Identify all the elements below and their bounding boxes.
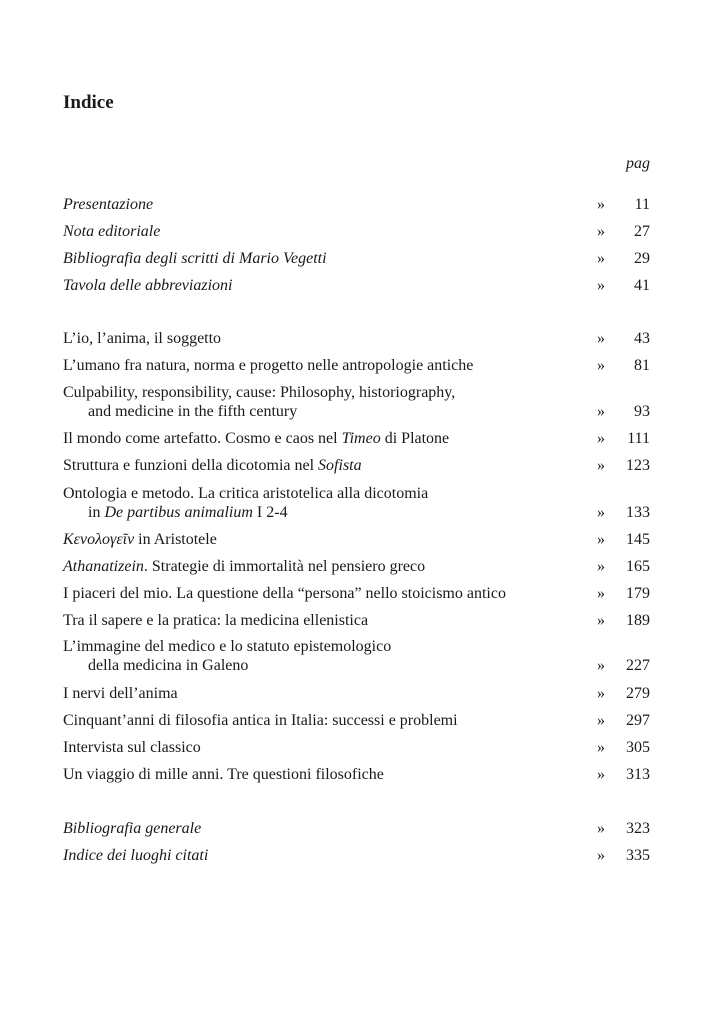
toc-marker: » [597,223,605,240]
toc-marker: » [597,657,605,674]
toc-page-number: 189 [626,612,650,629]
toc-entry-title: L’umano fra natura, norma e progetto nelle antropologie antiche [63,357,474,374]
toc-marker: » [597,403,605,420]
title-italic-part: Timeo [341,430,381,447]
toc-page-number: 29 [634,250,650,267]
toc-page-number: 11 [634,196,650,213]
toc-entry-title: Intervista sul classico [63,739,201,756]
toc-page-number: 133 [626,504,650,521]
toc-marker: » [597,847,605,864]
toc-entry-title: Indice dei luoghi citati [63,847,209,864]
title-italic-part: De partibus animalium [104,504,253,521]
toc-marker: » [597,277,605,294]
toc-marker: » [597,820,605,837]
toc-entry-title: L’io, l’anima, il soggetto [63,330,222,347]
toc-page-number: 81 [634,357,650,374]
toc-entry [63,530,653,549]
toc-entry-title [63,429,653,448]
title-greek-part: Κενολογεῖν [63,531,135,548]
toc-entry [63,383,653,421]
toc-entry-title: Un viaggio di mille anni. Tre questioni filosofiche [63,766,384,783]
toc-entry-title: Bibliografia degli scritti di Mario Vegetti [63,250,327,267]
toc-marker: » [597,558,605,575]
toc-page-number: 335 [626,847,650,864]
toc-marker: » [597,504,605,521]
title-part: in Aristotele [134,531,217,548]
toc-entry [63,684,653,703]
title-part: di Platone [380,430,450,447]
toc-entry-title-line1: Culpability, responsibility, cause: Philosophy, historiography, [63,384,456,401]
toc-entry [63,429,653,448]
title-part: I 2-4 [252,504,288,521]
toc-entry [63,356,653,375]
title-part: Struttura e funzioni della dicotomia nel [63,457,319,474]
toc-entry [63,711,653,730]
toc-entry [63,846,653,865]
toc-entry-title-line2 [63,503,653,522]
toc-entry-title [63,456,653,475]
toc-entry-title: Bibliografia generale [63,820,202,837]
toc-page-number: 323 [626,820,650,837]
toc-entry-title: Tra il sapere e la pratica: la medicina ellenistica [63,612,369,629]
toc-page-number: 145 [626,531,650,548]
toc-entry-title-line1: L’immagine del medico e lo statuto epistemologico [63,638,392,655]
title-part: in [88,504,105,521]
toc-entry [63,584,653,603]
toc-entry-title [63,557,653,576]
toc-page-number: 227 [626,657,650,674]
toc-marker: » [597,430,605,447]
toc-marker: » [597,457,605,474]
toc-marker: » [597,196,605,213]
toc-entry [63,557,653,576]
toc-entry-title [63,530,653,549]
toc-entry [63,637,653,675]
toc-marker: » [597,357,605,374]
toc-entry-title: Tavola delle abbreviazioni [63,277,233,294]
toc-entry-title-line2: della medicina in Galeno [88,657,249,674]
toc-page-number: 123 [626,457,650,474]
toc-marker: » [597,612,605,629]
toc-page-number: 313 [626,766,650,783]
toc-page-number: 93 [634,403,650,420]
toc-entry [63,222,653,241]
toc-entry [63,738,653,757]
toc-entry [63,765,653,784]
title-part: Il mondo come artefatto. Cosmo e caos nel [63,430,342,447]
toc-entry-title: Cinquant’anni di filosofia antica in Italia: successi e problemi [63,712,458,729]
toc-page-number: 165 [626,558,650,575]
toc-marker: » [597,766,605,783]
toc-page-number: 41 [634,277,650,294]
toc-page-number: 305 [626,739,650,756]
toc-marker: » [597,250,605,267]
page-column-label: pag [626,155,650,172]
toc-entry-title-line2: and medicine in the fifth century [88,403,298,420]
toc-page-number: 43 [634,330,650,347]
toc-entry [63,195,653,214]
toc-page-number: 297 [626,712,650,729]
toc-entry [63,484,653,522]
toc-marker: » [597,712,605,729]
toc-marker: » [597,330,605,347]
toc-entry [63,249,653,268]
toc-entry-title: Presentazione [63,196,154,213]
toc-marker: » [597,685,605,702]
toc-page-number: 179 [626,585,650,602]
title-italic-part: Sofista [318,457,362,474]
toc-entry [63,276,653,295]
title-part: . Strategie di immortalità nel pensiero greco [143,558,426,575]
toc-entry-title: I nervi dell’anima [63,685,178,702]
toc-page-number: 279 [626,685,650,702]
toc-entry [63,329,653,348]
toc-page-number: 111 [627,430,650,447]
toc-entry [63,611,653,630]
title-italic-part: Athanatizein [63,558,144,575]
toc-entry-title: Nota editoriale [63,223,161,240]
toc-marker: » [597,531,605,548]
toc-entry [63,456,653,475]
page-title: Indice [63,92,114,113]
toc-marker: » [597,739,605,756]
toc-entry [63,819,653,838]
toc-marker: » [597,585,605,602]
toc-entry-title: I piaceri del mio. La questione della “persona” nello stoicismo antico [63,585,506,602]
toc-page-number: 27 [634,223,650,240]
toc-entry-title-line1: Ontologia e metodo. La critica aristotelica alla dicotomia [63,485,429,502]
